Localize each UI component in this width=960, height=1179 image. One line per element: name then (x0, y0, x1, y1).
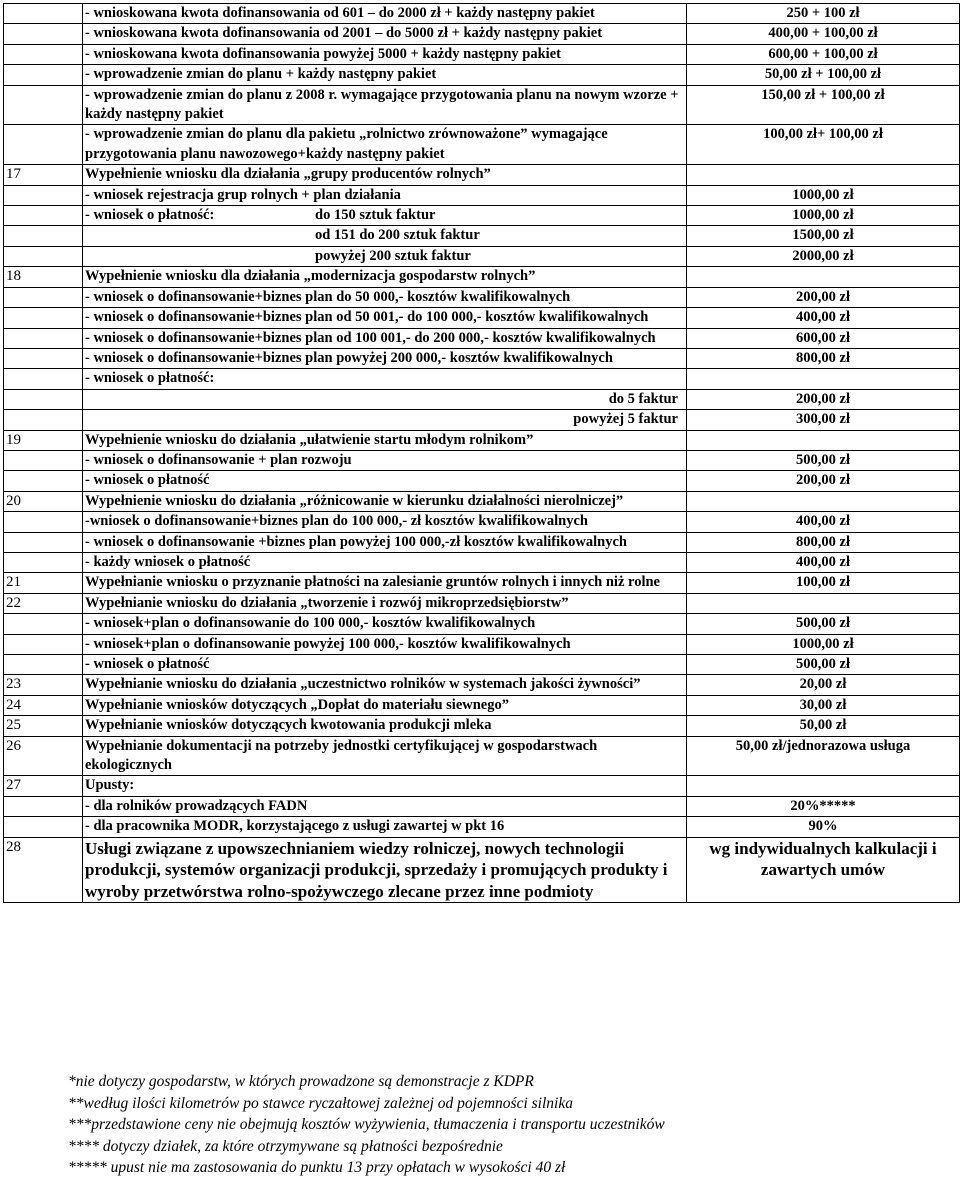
table-row (4, 185, 960, 205)
row-price: 30,00 zł (687, 695, 960, 715)
row-description: - wniosek+plan o dofinansowanie do 100 000,- kosztów kwalifikowalnych (83, 614, 687, 634)
row-description: - wniosek o dofinansowanie +biznes plan powyżej 100 000,-zł kosztów kwalifikowalnych (83, 532, 687, 552)
row-price (687, 369, 960, 389)
row-description: - wnioskowana kwota dofinansowania powyżej 5000 + każdy następny pakiet (83, 44, 687, 64)
row-description (83, 389, 687, 409)
row-number (4, 185, 83, 205)
sub-range-label: od 151 do 200 sztuk faktur (315, 227, 480, 244)
row-price: 2000,00 zł (687, 246, 960, 266)
row-price: 20,00 zł (687, 675, 960, 695)
table-row (4, 614, 960, 634)
row-number (4, 389, 83, 409)
row-description: - wprowadzenie zmian do planu dla pakietu „rolnictwo zrównoważone” wymagające przygotowania planu nawozowego+każdy następny pakiet (83, 125, 687, 165)
table-row (4, 430, 960, 450)
row-description: Wypełnianie wniosku do działania „uczestnictwo rolników w systemach jakości żywności” (83, 675, 687, 695)
row-price: 1500,00 zł (687, 226, 960, 246)
row-price (687, 430, 960, 450)
table-row (4, 328, 960, 348)
row-number (4, 308, 83, 328)
row-number (4, 206, 83, 226)
row-number (4, 65, 83, 85)
description-text (85, 247, 315, 266)
table-row (4, 736, 960, 776)
row-price: 200,00 zł (687, 389, 960, 409)
row-description: - wniosek o dofinansowanie + plan rozwoju (83, 450, 687, 470)
table-row (4, 267, 960, 287)
table-row (4, 65, 960, 85)
table-row (4, 389, 960, 409)
row-number (4, 24, 83, 44)
table-row (4, 837, 960, 903)
table-row (4, 246, 960, 266)
row-description: - wnioskowana kwota dofinansowania od 2001 – do 5000 zł + każdy następny pakiet (83, 24, 687, 44)
row-price (687, 593, 960, 613)
row-description: - wniosek o dofinansowanie+biznes plan powyżej 200 000,- kosztów kwalifikowalnych (83, 348, 687, 368)
row-price: 400,00 zł (687, 512, 960, 532)
row-description: - wniosek o dofinansowanie+biznes plan od 100 001,- do 200 000,- kosztów kwalifikowalnych (83, 328, 687, 348)
table-row (4, 776, 960, 796)
row-price: 100,00 zł+ 100,00 zł (687, 125, 960, 165)
row-number: 25 (4, 716, 83, 736)
row-price: 500,00 zł (687, 614, 960, 634)
description-text: - wniosek o płatność: (85, 207, 215, 224)
table-row (4, 369, 960, 389)
row-number: 23 (4, 675, 83, 695)
row-price: 20%***** (687, 796, 960, 816)
row-price: 90% (687, 817, 960, 837)
row-number (4, 817, 83, 837)
table-row (4, 634, 960, 654)
row-number (4, 512, 83, 532)
table-row (4, 450, 960, 470)
row-number: 26 (4, 736, 83, 776)
row-price: 150,00 zł + 100,00 zł (687, 85, 960, 125)
row-number (4, 287, 83, 307)
row-price: 400,00 + 100,00 zł (687, 24, 960, 44)
table-row (4, 695, 960, 715)
row-number (4, 369, 83, 389)
row-description (83, 410, 687, 430)
row-description: - każdy wniosek o płatność (83, 552, 687, 572)
row-price: 200,00 zł (687, 471, 960, 491)
row-number: 20 (4, 491, 83, 511)
sub-range-label: do 150 sztuk faktur (315, 207, 436, 224)
table-row (4, 24, 960, 44)
row-number: 19 (4, 430, 83, 450)
row-description: Wypełnianie dokumentacji na potrzeby jednostki certyfikującej w gospodarstwach ekologicznych (83, 736, 687, 776)
row-price: 50,00 zł (687, 716, 960, 736)
row-price: 800,00 zł (687, 532, 960, 552)
table-row (4, 593, 960, 613)
description-text (85, 226, 315, 245)
row-number (4, 328, 83, 348)
table-row (4, 796, 960, 816)
row-description: Wypełnienie wniosku do działania „różnicowanie w kierunku działalności nierolniczej” (83, 491, 687, 511)
row-description: - wprowadzenie zmian do planu + każdy następny pakiet (83, 65, 687, 85)
table-row (4, 512, 960, 532)
row-price: 800,00 zł (687, 348, 960, 368)
table-row (4, 491, 960, 511)
row-number: 18 (4, 267, 83, 287)
row-price: 600,00 + 100,00 zł (687, 44, 960, 64)
table-row (4, 287, 960, 307)
row-description (83, 226, 687, 246)
row-price: 50,00 zł + 100,00 zł (687, 65, 960, 85)
row-description: - wniosek o dofinansowanie+biznes plan od 50 001,- do 100 000,- kosztów kwalifikowalnych (83, 308, 687, 328)
row-number (4, 226, 83, 246)
row-price: 1000,00 zł (687, 206, 960, 226)
footnote: ***** upust nie ma zastosowania do punktu 13 przy opłatach w wysokości 40 zł (68, 1159, 566, 1177)
row-number: 22 (4, 593, 83, 613)
row-number: 27 (4, 776, 83, 796)
sub-range-label: powyżej 200 sztuk faktur (315, 247, 471, 264)
row-price: 300,00 zł (687, 410, 960, 430)
row-description: -wniosek o dofinansowanie+biznes plan do 100 000,- zł kosztów kwalifikowalnych (83, 512, 687, 532)
row-price: 500,00 zł (687, 450, 960, 470)
row-description (83, 206, 687, 226)
row-description: - wniosek rejestracja grup rolnych + plan działania (83, 185, 687, 205)
row-description: Wypełnienie wniosku do działania „ułatwienie startu młodym rolnikom” (83, 430, 687, 450)
row-description: - dla rolników prowadzących FADN (83, 796, 687, 816)
table-row (4, 817, 960, 837)
row-description: Wypełnianie wniosków dotyczących kwotowania produkcji mleka (83, 716, 687, 736)
row-price: 50,00 zł/jednorazowa usługa (687, 736, 960, 776)
sub-range-label: powyżej 5 faktur (573, 411, 678, 428)
row-number (4, 532, 83, 552)
row-number (4, 552, 83, 572)
row-price: 250 + 100 zł (687, 4, 960, 24)
table-row (4, 226, 960, 246)
sub-range-label: do 5 faktur (608, 390, 678, 407)
row-description: - wprowadzenie zmian do planu z 2008 r. wymagające przygotowania planu na nowym wzorze + każdy następny pakiet (83, 85, 687, 125)
row-price: 200,00 zł (687, 287, 960, 307)
table-row (4, 573, 960, 593)
row-number (4, 796, 83, 816)
price-table (3, 3, 960, 903)
row-number (4, 614, 83, 634)
row-description: - wniosek o dofinansowanie+biznes plan do 50 000,- kosztów kwalifikowalnych (83, 287, 687, 307)
row-description: Wypełnianie wniosku o przyznanie płatności na zalesianie gruntów rolnych i innych niż rolne (83, 573, 687, 593)
table-row (4, 716, 960, 736)
table-row (4, 44, 960, 64)
row-number (4, 410, 83, 430)
row-number (4, 450, 83, 470)
table-row (4, 552, 960, 572)
row-price (687, 267, 960, 287)
row-number (4, 44, 83, 64)
table-row (4, 532, 960, 552)
row-number: 21 (4, 573, 83, 593)
row-description: - wniosek o płatność: (83, 369, 687, 389)
footnote: *nie dotyczy gospodarstw, w których prowadzone są demonstracje z KDPR (68, 1073, 534, 1090)
row-description: - wniosek o płatność (83, 471, 687, 491)
row-description: Wypełnianie wniosków dotyczących „Dopłat do materiału siewnego” (83, 695, 687, 715)
row-description: - wniosek o płatność (83, 655, 687, 675)
table-row (4, 206, 960, 226)
row-description (83, 246, 687, 266)
row-price (687, 165, 960, 185)
row-number (4, 348, 83, 368)
row-price: 400,00 zł (687, 552, 960, 572)
row-price: 100,00 zł (687, 573, 960, 593)
row-number: 17 (4, 165, 83, 185)
row-description: Wypełnianie wniosku do działania „tworzenie i rozwój mikroprzedsiębiorstw” (83, 593, 687, 613)
row-description: - wnioskowana kwota dofinansowania od 601 – do 2000 zł + każdy następny pakiet (83, 4, 687, 24)
table-row (4, 471, 960, 491)
table-row (4, 675, 960, 695)
row-description: - dla pracownika MODR, korzystającego z usługi zawartej w pkt 16 (83, 817, 687, 837)
row-price: 500,00 zł (687, 655, 960, 675)
table-row (4, 4, 960, 24)
table-row (4, 410, 960, 430)
row-description: - wniosek+plan o dofinansowanie powyżej 100 000,- kosztów kwalifikowalnych (83, 634, 687, 654)
row-price (687, 776, 960, 796)
table-row (4, 165, 960, 185)
row-number (4, 655, 83, 675)
row-price (687, 491, 960, 511)
row-number (4, 471, 83, 491)
row-price: wg indywidualnych kalkulacji i zawartych umów (687, 837, 960, 903)
row-number: 28 (4, 837, 83, 903)
table-row (4, 655, 960, 675)
footnote: **** dotyczy działek, za które otrzymywane są płatności bezpośrednie (68, 1137, 503, 1155)
row-number (4, 125, 83, 165)
row-price: 1000,00 zł (687, 185, 960, 205)
row-number (4, 4, 83, 24)
row-description: Usługi związane z upowszechnianiem wiedzy rolniczej, nowych technologii produkcji, systemów organizacji produkcji, sprzedaży i promujących produkty i wyroby przetwórstwa rolno-spożywczego zlecane przez inne podmioty (83, 837, 687, 903)
row-number (4, 85, 83, 125)
row-price: 600,00 zł (687, 328, 960, 348)
row-description: Wypełnienie wniosku dla działania „modernizacja gospodarstw rolnych” (83, 267, 687, 287)
row-price: 1000,00 zł (687, 634, 960, 654)
row-price: 400,00 zł (687, 308, 960, 328)
footnote: **według ilości kilometrów po stawce ryczałtowej zależnej od pojemności silnika (68, 1094, 573, 1112)
table-row (4, 348, 960, 368)
table-row (4, 308, 960, 328)
footnote: ***przedstawione ceny nie obejmują kosztów wyżywienia, tłumaczenia i transportu uczestników (68, 1116, 665, 1134)
row-number (4, 634, 83, 654)
footnotes (68, 1071, 665, 1179)
row-description: Wypełnienie wniosku dla działania „grupy producentów rolnych” (83, 165, 687, 185)
table-row (4, 85, 960, 125)
row-number: 24 (4, 695, 83, 715)
table-row (4, 125, 960, 165)
row-number (4, 246, 83, 266)
row-description: Upusty: (83, 776, 687, 796)
